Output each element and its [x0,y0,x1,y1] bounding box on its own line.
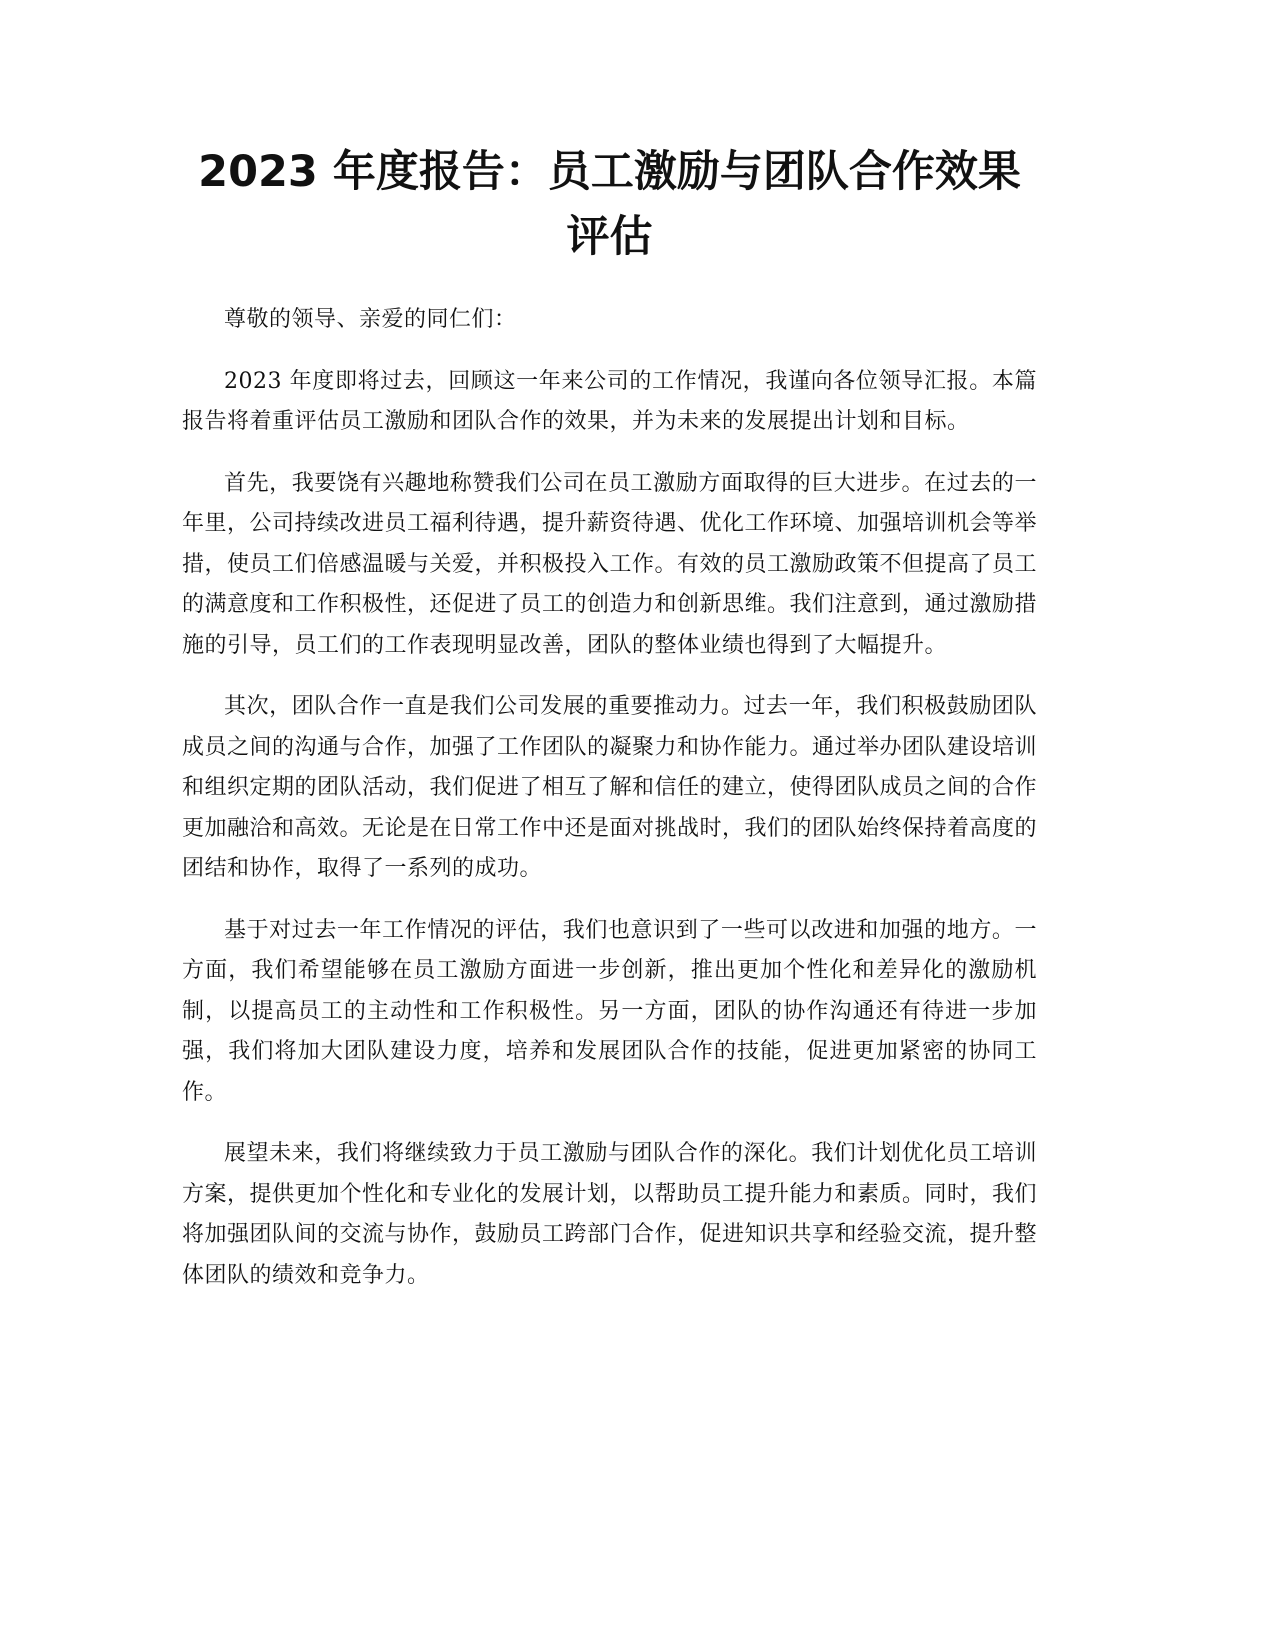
paragraph-employee-motivation: 首先，我要饶有兴趣地称赞我们公司在员工激励方面取得的巨大进步。在过去的一年里，公司持续改进员工福利待遇，提升薪资待遇、优化工作环境、加强培训机会等举措，使员工们倍感温暖与关爱，并积极投入工作。有效的员工激励政策不但提高了员工的满意度和工作积极性，还促进了员工的创造力和创新思维。我们注意到，通过激励措施的引导，员工们的工作表现明显改善，团队的整体业绩也得到了大幅提升。 [182,470,1038,658]
paragraph-intro: 2023 年度即将过去，回顾这一年来公司的工作情况，我谨向各位领导汇报。本篇报告将着重评估员工激励和团队合作的效果，并为未来的发展提出计划和目标。 [182,368,1037,434]
paragraph-outlook: 展望未来，我们将继续致力于员工激励与团队合作的深化。我们计划优化员工培训方案，提供更加个性化和专业化的发展计划，以帮助员工提升能力和素质。同时，我们将加强团队间的交流与协作，鼓励员工跨部门合作，促进知识共享和经验交流，提升整体团队的绩效和竞争力。 [182,1141,1038,1288]
paragraph-teamwork: 其次，团队合作一直是我们公司发展的重要推动力。过去一年，我们积极鼓励团队成员之间的沟通与合作，加强了工作团队的凝聚力和协作能力。通过举办团队建设培训和组织定期的团队活动，我们促进了相互了解和信任的建立，使得团队成员之间的合作更加融洽和高效。无论是在日常工作中还是面对挑战时，我们的团队始终保持着高度的团结和协作，取得了一系列的成功。 [182,694,1038,881]
document-title: 2023 年度报告：员工激励与团队合作效果评估 [198,147,1021,262]
paragraph-improvements: 基于对过去一年工作情况的评估，我们也意识到了一些可以改进和加强的地方。一方面，我们希望能够在员工激励方面进一步创新，推出更加个性化和差异化的激励机制，以提高员工的主动性和工作积极性。另一方面，团队的协作沟通还有待进一步加强，我们将加大团队建设力度，培养和发展团队合作的技能，促进更加紧密的协同工作。 [182,917,1037,1105]
paragraph-salutation: 尊敬的领导、亲爱的同仁们： [224,307,517,332]
document-page [182,140,1037,1317]
